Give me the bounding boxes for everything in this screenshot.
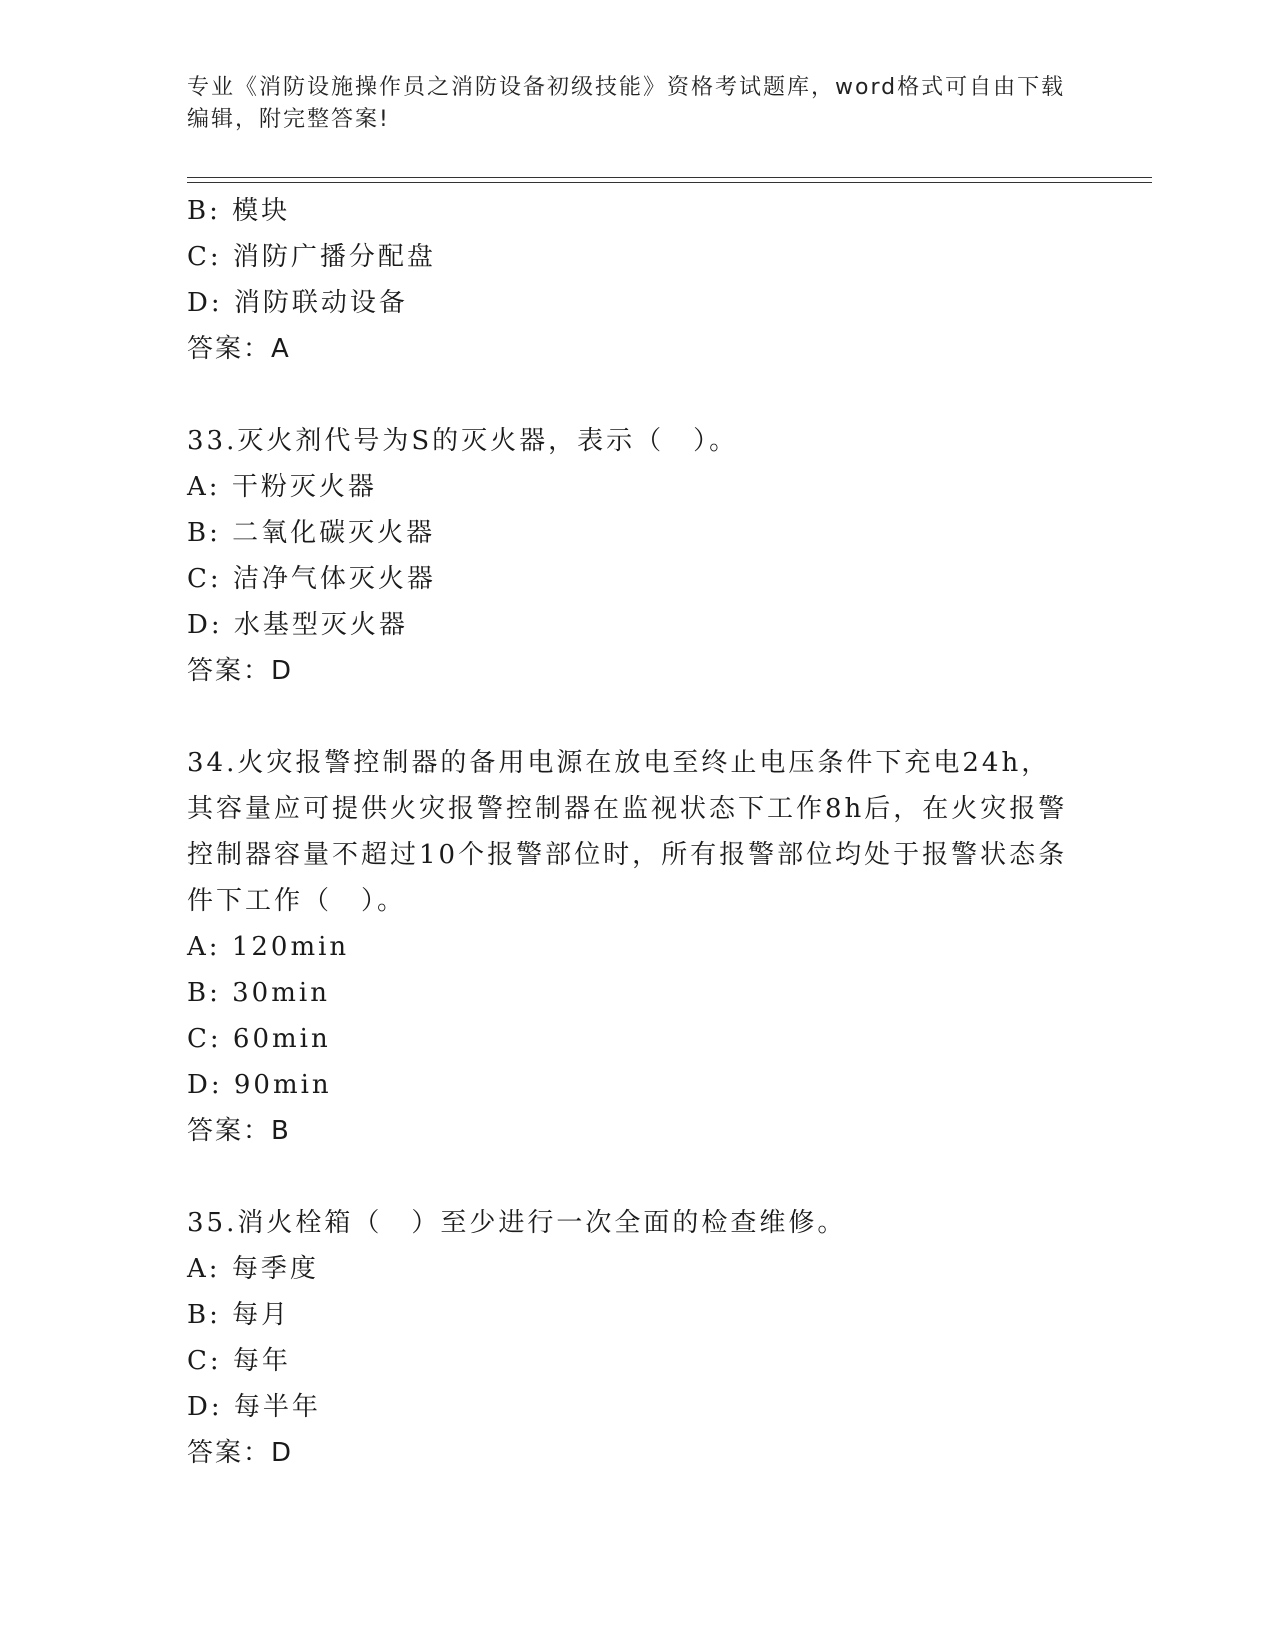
option-label: C: — [187, 1024, 222, 1054]
answer-line: 答案：D — [187, 1438, 294, 1468]
option-d — [187, 1384, 1087, 1430]
option-label: B: — [187, 196, 221, 226]
question-number: 34. — [187, 748, 238, 778]
option-d — [187, 1062, 1087, 1108]
option-c — [187, 234, 1087, 280]
option-text: 60min — [232, 1024, 331, 1054]
header-rule-bottom — [187, 182, 1152, 183]
option-label: C: — [187, 242, 222, 272]
question-stem — [187, 418, 1077, 464]
option-label: B: — [187, 978, 221, 1008]
answer-line: 答案：B — [187, 1116, 291, 1146]
option-label: D: — [187, 288, 223, 318]
header-rule-top — [187, 177, 1152, 178]
option-label: D: — [187, 610, 223, 640]
partial-question-block — [187, 188, 1087, 372]
option-c — [187, 1338, 1087, 1384]
document-header: 专业《消防设施操作员之消防设备初级技能》资格考试题库，word格式可自由下载编辑，附完整答案! — [187, 75, 1066, 132]
question-stem — [187, 740, 1077, 924]
option-a — [187, 924, 1087, 970]
question-33 — [187, 418, 1087, 694]
question-text: 消火栓箱（ ）至少进行一次全面的检查维修。 — [237, 1208, 847, 1238]
answer-line: 答案：A — [187, 334, 291, 364]
option-a — [187, 464, 1087, 510]
option-text: 二氧化碳灭火器 — [232, 518, 436, 548]
answer-line: 答案：D — [187, 656, 294, 686]
option-text: 90min — [233, 1070, 332, 1100]
option-d — [187, 602, 1087, 648]
question-text: 火灾报警控制器的备用电源在放电至终止电压条件下充电24h，其容量应可提供火灾报警控制器在监视状态下工作8h后，在火灾报警控制器容量不超过10个报警部位时，所有报警部位均处于报警状态条件下工作（ ）。 — [187, 748, 1068, 916]
option-text: 每半年 — [233, 1392, 321, 1422]
question-34 — [187, 740, 1087, 1154]
option-label: C: — [187, 564, 222, 594]
option-a — [187, 1246, 1087, 1292]
option-text: 每年 — [232, 1346, 291, 1376]
question-35 — [187, 1200, 1087, 1476]
option-text: 120min — [231, 932, 350, 962]
option-label: D: — [187, 1070, 223, 1100]
option-text: 模块 — [232, 196, 291, 226]
question-text: 灭火剂代号为S的灭火器，表示（ ）。 — [237, 426, 739, 456]
option-text: 30min — [232, 978, 330, 1008]
option-label: A: — [187, 1254, 221, 1284]
option-text: 每季度 — [231, 1254, 319, 1284]
question-list — [187, 188, 1087, 1476]
option-text: 消防联动设备 — [233, 288, 408, 318]
option-b — [187, 510, 1087, 556]
option-b — [187, 970, 1087, 1016]
spacer — [187, 694, 1087, 740]
option-text: 消防广播分配盘 — [232, 242, 436, 272]
question-number: 33. — [187, 426, 238, 456]
spacer — [187, 372, 1087, 418]
option-c — [187, 1016, 1087, 1062]
question-number: 35. — [187, 1208, 238, 1238]
option-label: A: — [187, 932, 221, 962]
option-label: C: — [187, 1346, 222, 1376]
option-text: 洁净气体灭火器 — [232, 564, 436, 594]
option-d — [187, 280, 1087, 326]
option-c — [187, 556, 1087, 602]
option-label: D: — [187, 1392, 223, 1422]
option-label: A: — [187, 472, 221, 502]
option-text: 干粉灭火器 — [231, 472, 377, 502]
option-label: B: — [187, 1300, 221, 1330]
option-text: 每月 — [232, 1300, 291, 1330]
question-stem — [187, 1200, 1077, 1246]
option-b — [187, 1292, 1087, 1338]
option-text: 水基型灭火器 — [233, 610, 408, 640]
spacer — [187, 1154, 1087, 1200]
option-label: B: — [187, 518, 221, 548]
option-b — [187, 188, 1087, 234]
